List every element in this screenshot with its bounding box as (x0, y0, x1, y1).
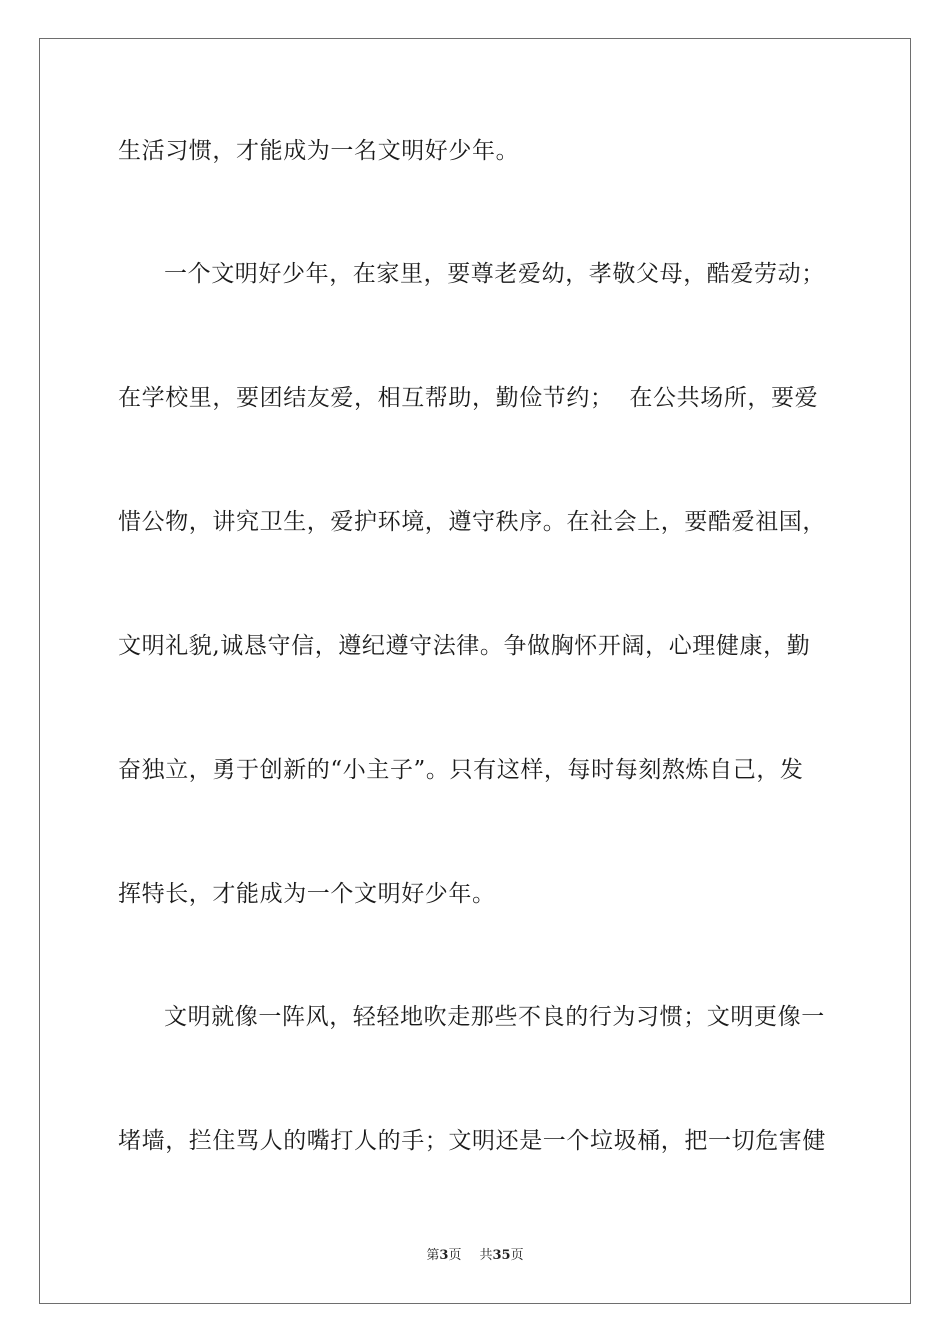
footer-page-prefix: 第 (426, 1248, 440, 1263)
text-line-7: 挥特长，才能成为一个文明好少年。 (118, 881, 496, 907)
text-line-6: 奋独立，勇于创新的“小主子”。只有这样，每时每刻熬炼自己，发 (118, 757, 804, 783)
text-line-4: 惜公物，讲究卫生，爱护环境，遵守秩序。在社会上，要酷爱祖国， (118, 509, 826, 535)
footer-total-pages: 35 (492, 1248, 511, 1263)
text-line-9: 堵墙，拦住骂人的嘴打人的手；文明还是一个垃圾桶，把一切危害健 (118, 1128, 826, 1154)
footer-page-number: 3 (439, 1248, 449, 1263)
text-line-3: 在学校里，要团结友爱，相互帮助，勤俭节约； 在公共场所，要爱 (118, 385, 819, 411)
footer-page-suffix: 页 (448, 1248, 462, 1263)
text-line-1: 生活习惯，才能成为一名文明好少年。 (118, 138, 520, 164)
page-border (39, 38, 911, 1304)
text-line-5: 文明礼貌,诚恳守信，遵纪遵守法律。争做胸怀开阔，心理健康，勤 (118, 633, 811, 659)
text-line-8-paragraph-start: 文明就像一阵风，轻轻地吹走那些不良的行为习惯；文明更像一 (164, 1004, 825, 1030)
text-line-2-paragraph-start: 一个文明好少年，在家里，要尊老爱幼，孝敬父母，酷爱劳动； (164, 261, 825, 287)
footer-total-prefix: 共 (479, 1248, 493, 1263)
footer-total-suffix: 页 (510, 1248, 524, 1263)
page-footer (0, 1247, 950, 1265)
